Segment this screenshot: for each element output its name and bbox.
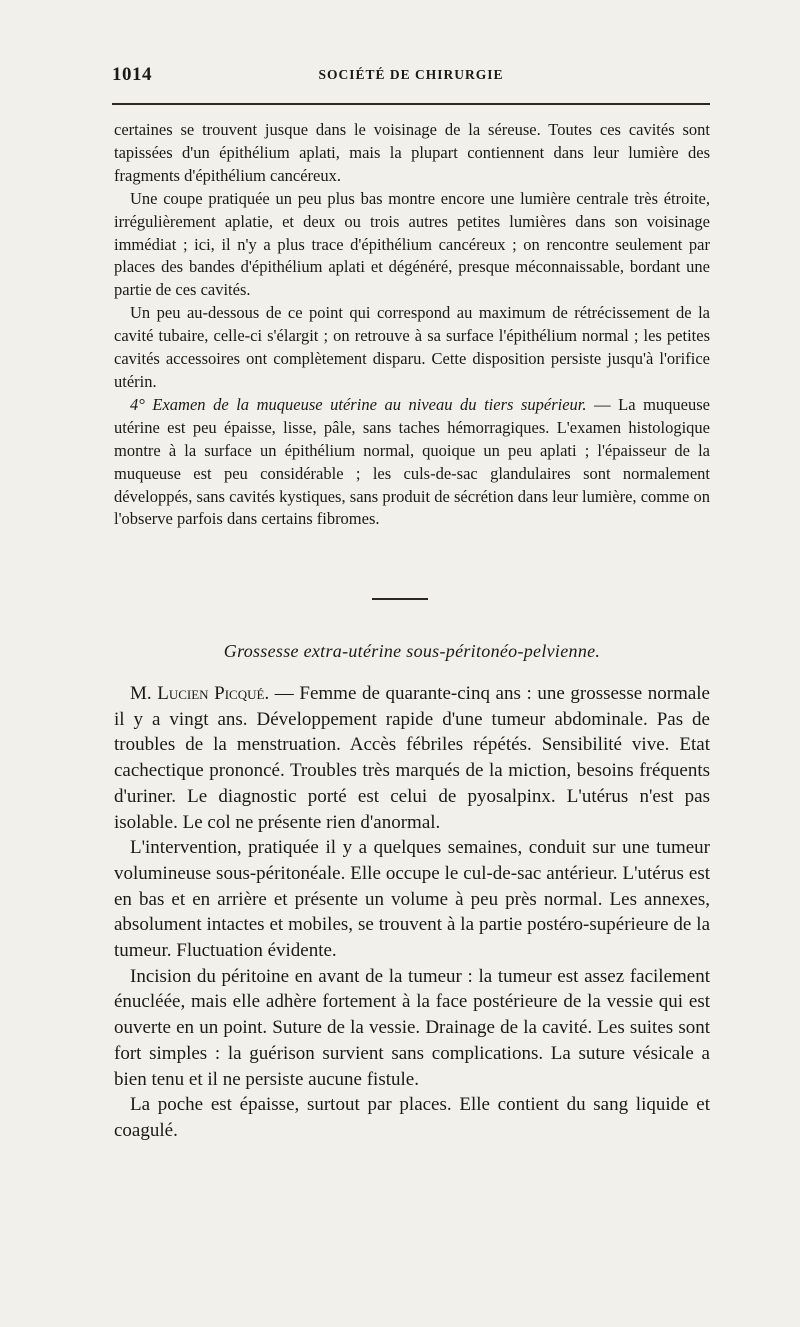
subsection-label: 4° Examen de la muqueuse utérine au niveau du tiers supérieur. bbox=[130, 394, 587, 414]
running-title: SOCIÉTÉ DE CHIRURGIE bbox=[318, 67, 504, 82]
paragraph: Incision du péritoine en avant de la tumeur : la tumeur est assez facilement énucléée, mais elle adhère fortement à la face postérieure de la vessie qui est ouverte en un point. Suture de la vessie. Drainage de la cavité. Les suites sont fort simples : la guérison survient sans complications. La suture vésicale a bien tenu et il ne persiste aucune fistule. bbox=[114, 965, 710, 1090]
section-heading: Grossesse extra-utérine sous-péritonéo-pelvienne. bbox=[223, 641, 601, 661]
paragraph: L'intervention, pratiquée il y a quelques semaines, conduit sur une tumeur volumineuse sous-péritonéale. Elle occupe le cul-de-sac antérieur. L'utérus est en bas et en arrière et présente un volume à peu près normal. Les annexes, absolument intactes et mobiles, se trouvent à la partie postéro-supérieure de la tumeur. Fluctuation évidente. bbox=[114, 837, 710, 962]
paragraph: Un peu au-dessous de ce point qui correspond au maximum de rétrécissement de la cavité tubaire, celle-ci s'élargit ; on retrouve à sa surface l'épithélium normal ; les petites cavités accessoires ont complètement disparu. Cette disposition persiste jusqu'à l'orifice utérin. bbox=[114, 303, 710, 391]
page-header bbox=[112, 64, 710, 88]
pathology-section bbox=[114, 119, 710, 531]
paragraph-text: — La muqueuse utérine est peu épaisse, lisse, pâle, sans taches hémorragiques. L'examen histologique montre à la surface un épithélium normal, quoique un peu aplati ; l'épaisseur de la muqueuse est peu considérable ; les culs-de-sac glandulaires sont normalement développés, sans cavités kystiques, sans produit de sécrétion dans leur lumière, comme on l'observe parfois dans certains fibromes. bbox=[114, 394, 710, 529]
section-divider bbox=[372, 598, 428, 600]
speaker-name: M. Lucien Picqué. bbox=[130, 683, 270, 704]
paragraph: Une coupe pratiquée un peu plus bas montre encore une lumière centrale très étroite, irrégulièrement aplatie, et deux ou trois autres petites lumières dans son voisinage immédiat ; ici, il n'y a plus trace d'épithélium cancéreux ; on rencontre seulement par places des bandes d'épithélium aplati et dégénéré, presque méconnaissable, bordant une partie de ces cavités. bbox=[114, 188, 710, 300]
paragraph bbox=[114, 394, 710, 531]
paragraph: La poche est épaisse, surtout par places. Elle contient du sang liquide et coagulé. bbox=[114, 1094, 710, 1141]
paragraph: certaines se trouvent jusque dans le voisinage de la séreuse. Toutes ces cavités sont tapissées d'un épithélium aplati, mais la plupart contiennent dans leur lumière des fragments d'épithélium cancéreux. bbox=[114, 120, 710, 185]
page-number: 1014 bbox=[112, 64, 152, 85]
case-report-section bbox=[114, 681, 710, 1144]
paragraph-text: — Femme de quarante-cinq ans : une grossesse normale il y a vingt ans. Développement rapide d'une tumeur abdominale. Pas de troubles de la menstruation. Accès fébriles répétés. Sensibilité vive. Etat cachectique prononcé. Troubles très marqués de la miction, besoins fréquents d'uriner. Le diagnostic porté est celui de pyosalpinx. L'utérus n'est pas isolable. Le col ne présente rien d'anormal. bbox=[114, 683, 710, 833]
header-rule bbox=[112, 103, 710, 105]
paragraph bbox=[114, 681, 710, 835]
